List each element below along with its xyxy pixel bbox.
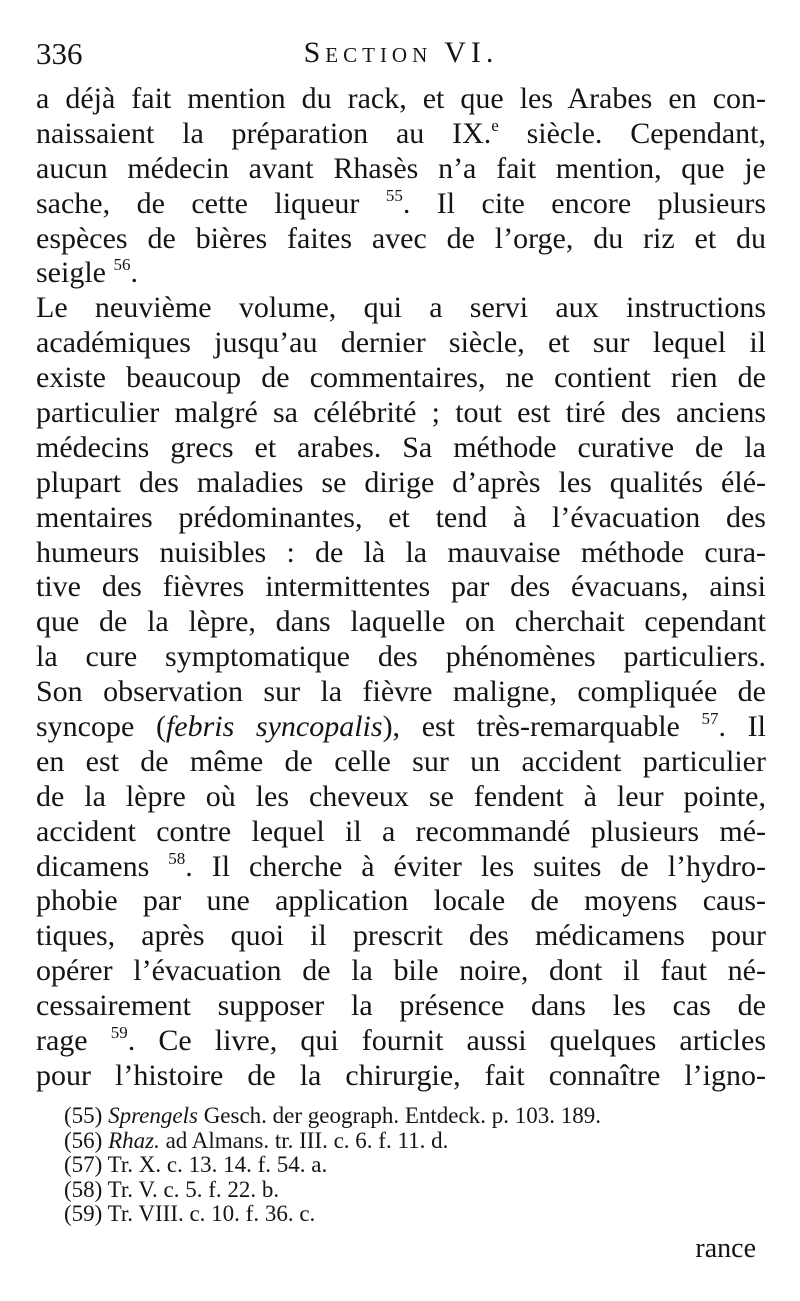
line-text: médecins grecs et arabes. Sa méthode curative de la: [36, 430, 766, 464]
footnote-ref: 59: [110, 1023, 128, 1043]
line-text: . Ce livre, qui fournit aussi quelques articles: [127, 1024, 767, 1058]
text-line: [36, 187, 766, 222]
line-text: aucun médecin avant Rhasès n’a fait mention, que je: [36, 151, 766, 185]
line-text: tive des fièvres intermittentes par des évacuans, ainsi: [36, 570, 766, 604]
text-line: [36, 536, 766, 571]
line-text: opérer l’évacuation de la bile noire, dont il faut né-: [36, 954, 766, 988]
line-text: dicamens: [36, 849, 169, 883]
text-line: [36, 222, 766, 257]
footnotes: [64, 1104, 744, 1227]
line-text: . Il cherche à éviter les suites de l’hydro-: [185, 849, 766, 883]
line-text: . Il cite encore plusieurs: [402, 186, 767, 220]
footnote-text: ad Almans. tr. III. c. 6. f. 11. d.: [159, 1127, 449, 1153]
line-text: la cure symptomatique des phénomènes particuliers.: [36, 640, 766, 674]
text-line: [36, 326, 766, 361]
footnote: [64, 1153, 744, 1178]
line-text: siècle. Cependant,: [498, 116, 766, 150]
line-text: phobie par une application locale de moyens caus-: [36, 884, 766, 918]
line-text: en est de même de celle sur un accident particulier: [36, 744, 766, 778]
line-text: de la lèpre où les cheveux se fendent à leur pointe,: [36, 779, 766, 813]
text-line: [36, 780, 766, 815]
line-text: syncope (: [36, 710, 166, 744]
page-header: [36, 36, 766, 76]
footnote-ref: e: [491, 115, 499, 135]
line-text: Son observation sur la fièvre maligne, compliquée de: [36, 675, 766, 709]
text-line: [36, 152, 766, 187]
text-line: [36, 710, 766, 745]
line-text: accident contre lequel il a recommandé plusieurs mé-: [36, 814, 766, 848]
footnote-text: Tr. VIII. c. 10. f. 36. c.: [107, 1201, 316, 1226]
line-text: mentaires prédominantes, et tend à l’évacuation des: [36, 500, 766, 534]
footnote-number: (56): [64, 1127, 103, 1153]
footnote-ref: 58: [168, 848, 186, 868]
line-text: Le neuvième volume, qui a servi aux instructions: [36, 291, 766, 325]
footnote: [64, 1129, 744, 1154]
text-line: [36, 640, 766, 675]
text-line: [36, 954, 766, 989]
text-line: [36, 815, 766, 850]
footnote-author: Rhaz.: [108, 1127, 160, 1153]
text-line: [36, 361, 766, 396]
line-text: sache, de cette liqueur: [36, 186, 386, 220]
line-text: humeurs nuisibles : de là la mauvaise méthode cura-: [36, 535, 766, 569]
line-text: plupart des maladies se dirige d’après les qualités élé-: [36, 465, 766, 499]
footnote-number: (59): [64, 1201, 103, 1226]
line-text: seigle: [36, 256, 114, 290]
footnote-text: Tr. V. c. 5. f. 22. b.: [107, 1176, 280, 1202]
footnote-text: Gesch. der geograph. Entdeck. p. 103. 189.: [197, 1103, 601, 1128]
footnote-ref: 56: [113, 255, 131, 275]
line-text: existe beaucoup de commentaires, ne contient rien de: [36, 361, 766, 395]
footnote-number: (57): [64, 1152, 103, 1177]
line-text: académiques jusqu’au dernier siècle, et sur lequel il: [36, 326, 766, 360]
text-line: [36, 82, 766, 117]
footnote-ref: 55: [385, 185, 403, 205]
text-line: [36, 501, 766, 536]
footnote: [64, 1178, 744, 1203]
line-text: cessairement supposer la présence dans les cas de: [36, 989, 766, 1023]
text-line: [36, 675, 766, 710]
text-line: [36, 117, 766, 152]
line-text: naissaient la préparation au IX.: [36, 116, 492, 150]
text-line: [36, 1059, 766, 1094]
body-text: [36, 82, 766, 1094]
italic-term: febris syncopalis: [165, 710, 383, 744]
text-line: [36, 605, 766, 640]
line-text: particulier malgré sa célébrité ; tout est tiré des anciens: [36, 396, 766, 430]
catchword: rance: [695, 1233, 756, 1264]
footnote-number: (58): [64, 1176, 103, 1202]
text-line: [36, 256, 766, 291]
running-head: Section VI.: [303, 36, 499, 69]
line-text: que de la lèpre, dans laquelle on cherchait cependant: [36, 605, 766, 639]
footnote-number: (55): [64, 1103, 103, 1128]
page-number: 336: [36, 36, 83, 71]
text-line: [36, 431, 766, 466]
line-text: ), est très-remarquable: [382, 710, 702, 744]
line-text: tiques, après quoi il prescrit des médicamens pour: [36, 919, 766, 953]
line-text: .: [130, 256, 138, 290]
line-text: rage: [36, 1024, 111, 1058]
footnote-author: Sprengels: [108, 1103, 198, 1128]
footnote: [64, 1202, 744, 1227]
text-line: [36, 396, 766, 431]
text-line: [36, 884, 766, 919]
text-line: [36, 466, 766, 501]
line-text: . Il: [718, 710, 766, 744]
text-line: [36, 919, 766, 954]
footnote-ref: 57: [701, 709, 719, 729]
text-line: [36, 570, 766, 605]
text-line: [36, 291, 766, 326]
text-line: [36, 745, 766, 780]
line-text: espèces de bières faites avec de l’orge, du riz et du: [36, 221, 766, 255]
text-line: [36, 850, 766, 885]
line-text: pour l’histoire de la chirurgie, fait connaître l’igno-: [36, 1058, 766, 1092]
line-text: a déjà fait mention du rack, et que les Arabes en con-: [36, 82, 766, 115]
footnote: [64, 1104, 744, 1129]
text-line: [36, 1024, 766, 1059]
footnote-text: Tr. X. c. 13. 14. f. 54. a.: [107, 1152, 328, 1177]
text-line: [36, 989, 766, 1024]
